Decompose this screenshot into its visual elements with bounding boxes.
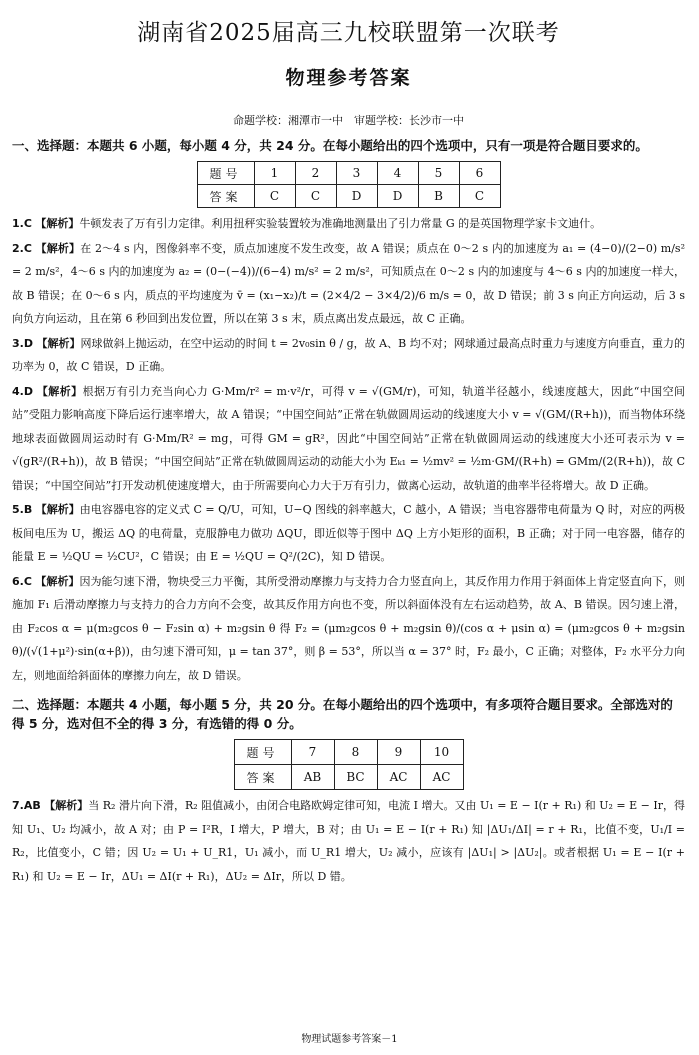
- setter-schools: 命题学校：湘潭市一中 审题学校：长沙市一中: [233, 114, 464, 127]
- exam-title: 湖南省2025届高三九校联盟第一次联考: [137, 20, 560, 46]
- question-number: 3: [336, 162, 377, 185]
- row-label-question: 题号: [197, 162, 254, 185]
- explanation-id: 7.AB: [12, 799, 41, 812]
- question-number: 4: [377, 162, 418, 185]
- explanation-6: [12, 570, 685, 688]
- answer-cell: B: [418, 185, 459, 208]
- question-number: 9: [377, 740, 420, 765]
- explanation-1: [12, 212, 685, 236]
- explanation-id: 1.C: [12, 217, 32, 230]
- question-number: 7: [291, 740, 334, 765]
- explanation-tag: 【解析】: [35, 574, 80, 588]
- explanation-tag: 【解析】: [35, 217, 80, 230]
- explanation-tag: 【解析】: [36, 336, 81, 350]
- explanation-text: 在 2～4 s 内，图像斜率不变，质点加速度不发生改变，故 A 错误；质点在 0～2 s 内的加速度为 a₁ = (4−0)/(2−0) m/s² = 2 m/s²，4～6 s 内的加速度为 a₂ = (0−(−4))/(6−4) m/s² = 2 m/s²，可知质点在 0～2 s 内的加速度与 4～6 s 内的加速度一样大，故 B 错误；在 0～6 s 内，质点的平均速度为 v̄ = (x₁−x₂)/t = (2×4/2 − 3×4/2)/6 m/s = 0，故 D 错误；前 3 s 向正方向运动，后 3 s 向负方向运动，且在第 6 秒回到出发位置，所以在第 3 s 末，质点离出发点最远，故 C 正确。: [12, 241, 685, 325]
- explanation-id: 2.C: [12, 241, 32, 255]
- answer-cell: D: [336, 185, 377, 208]
- question-number-row: [234, 740, 463, 765]
- explanation-7: [12, 794, 685, 888]
- answer-row: [234, 765, 463, 790]
- explanation-text: 因为能匀速下滑，物块受三力平衡，其所受滑动摩擦力与支持力合力竖直向上，其反作用力作用于斜面体上肯定竖直向下，则施加 F₁ 后滑动摩擦力与支持力的合力方向不会变，故其反作用方向也不变，所以斜面体没有左右运动趋势，故 A、B 错误。因匀速上滑，由 F₂cos α = μ(m₂gcos θ − F₂sin α) + m₂gsin θ 得 F₂ = (μm₂gcos θ + m₂gsin θ)/(cos α + μsin α) = (μm₂gcos θ + m₂gsin θ)/(√(1+μ²)·sin(α+β))，由匀速下滑可知，μ = tan 37°，则 β = 53°，所以当 α = 37° 时，F₂ 最小，C 正确；对整体，F₂ 水平分力向左，则地面给斜面体的摩擦力向左，故 D 错误。: [12, 574, 686, 682]
- answer-cell: C: [459, 185, 500, 208]
- explanation-tag: 【解析】: [44, 799, 89, 812]
- explanation-text: 网球做斜上抛运动，在空中运动的时间 t = 2v₀sin θ / g，故 A、B 均不对；网球通过最高点时重力与速度方向垂直，重力的功率为 0，故 C 错误，D 正确。: [12, 336, 686, 373]
- explanation-5: [12, 498, 685, 569]
- explanation-tag: 【解析】: [35, 503, 80, 516]
- answer-row: [197, 185, 500, 208]
- answer-cell: C: [254, 185, 295, 208]
- section2-answer-table: [234, 739, 464, 790]
- explanation-2: [12, 237, 685, 331]
- explanation-tag: 【解析】: [35, 241, 81, 255]
- row-label-answer: 答案: [197, 185, 254, 208]
- explanation-id: 6.C: [12, 574, 32, 588]
- row-label-question: 题号: [234, 740, 291, 765]
- explanation-text: 由电容器电容的定义式 C = Q/U，可知，U−Q 图线的斜率越大，C 越小，A 错误；当电容器带电荷量为 Q 时，对应的两极板间电压为 U，搬运 ΔQ 的电荷量，克服静电力做功 ΔQU，即近似等于图中 ΔQ 上方小矩形的面积，B 正确；对于同一电容器，储存的能量 E = ½QU = ½CU²，C 错误；由 E = ½QU = Q²/(2C)，知 D 错误。: [12, 503, 686, 563]
- answer-key-title: 物理参考答案: [285, 67, 412, 89]
- explanation-4: [12, 380, 685, 498]
- answer-cell: BC: [334, 765, 377, 790]
- question-number: 1: [254, 162, 295, 185]
- answer-cell: AB: [291, 765, 334, 790]
- explanation-id: 3.D: [12, 336, 33, 350]
- answer-cell: C: [295, 185, 336, 208]
- question-number: 6: [459, 162, 500, 185]
- question-number: 5: [418, 162, 459, 185]
- section1-heading: 一、选择题：本题共 6 小题，每小题 4 分，共 24 分。在每小题给出的四个选项中，只有一项是符合题目要求的。: [12, 138, 648, 153]
- section2-heading: 二、选择题：本题共 4 小题，每小题 5 分，共 20 分。在每小题给出的四个选项中，有多项符合题目要求。全部选对的得 5 分，选对但不全的得 3 分，有选错的得 0 分。: [12, 697, 673, 731]
- section1-answer-table: [197, 161, 501, 208]
- explanation-text: 当 R₂ 滑片向下滑，R₂ 阻值减小，由闭合电路欧姆定律可知，电流 I 增大。又由 U₁ = E − I(r + R₁) 和 U₂ = E − Ir，得知 U₁、U₂ 均减小，故 A 对；由 P = I²R，I 增大，P 增大，B 对；由 U₁ = E − I(r + R₁) 知 |ΔU₁/ΔI| = r + R₁，比值不变，U₁/I = R₂，比值变小，C 错；因 U₂ = U₁ + U_R1，U₁ 减小，而 U_R1 增大，U₂ 减小，应该有 |ΔU₁| > |ΔU₂|。或者根据 U₁ = E − I(r + R₁) 和 U₂ = E − Ir，ΔU₁ = ΔI(r + R₁)，ΔU₂ = ΔIr，所以 D 错。: [12, 799, 686, 883]
- explanation-3: [12, 332, 685, 379]
- answer-cell: AC: [420, 765, 463, 790]
- row-label-answer: 答案: [234, 765, 291, 790]
- explanation-text: 根据万有引力充当向心力 G·Mm/r² = m·v²/r，可得 v = √(GM/r)，可知，轨道半径越小，线速度越大，因此“中国空间站”受阻力影响高度下降后运行速率增大，故 A 错误；“中国空间站”正常在轨做圆周运动的线速度大小 v = √(GM/(R+h))，而当物体环绕地球表面做圆周运动时有 G·Mm/R² = mg，可得 GM = gR²，因此“中国空间站”正常在轨做圆周运动的线速度大小还可表示为 v = √(gR²/(R+h))，故 B 错误；“中国空间站”正常在轨做圆周运动的动能大小为 Eₖ₁ = ½mv² = ½m·GM/(R+h) = GMm/(2(R+h))，故 C 错误；“中国空间站”打开发动机使速度增大，由于所需要向心力大于万有引力，做离心运动，故轨道的曲率半径将增大。故 D 正确。: [12, 384, 686, 492]
- explanation-id: 5.B: [12, 503, 33, 516]
- answer-cell: AC: [377, 765, 420, 790]
- explanation-text: 牛顿发表了万有引力定律。利用扭秤实验装置较为准确地测量出了引力常量 G 的是英国物理学家卡文迪什。: [79, 217, 602, 230]
- question-number-row: [197, 162, 500, 185]
- question-number: 8: [334, 740, 377, 765]
- explanation-id: 4.D: [12, 384, 33, 398]
- question-number: 2: [295, 162, 336, 185]
- page-footer: 物理试题参考答案－1: [301, 1034, 398, 1045]
- question-number: 10: [420, 740, 463, 765]
- explanation-tag: 【解析】: [36, 384, 83, 398]
- answer-cell: D: [377, 185, 418, 208]
